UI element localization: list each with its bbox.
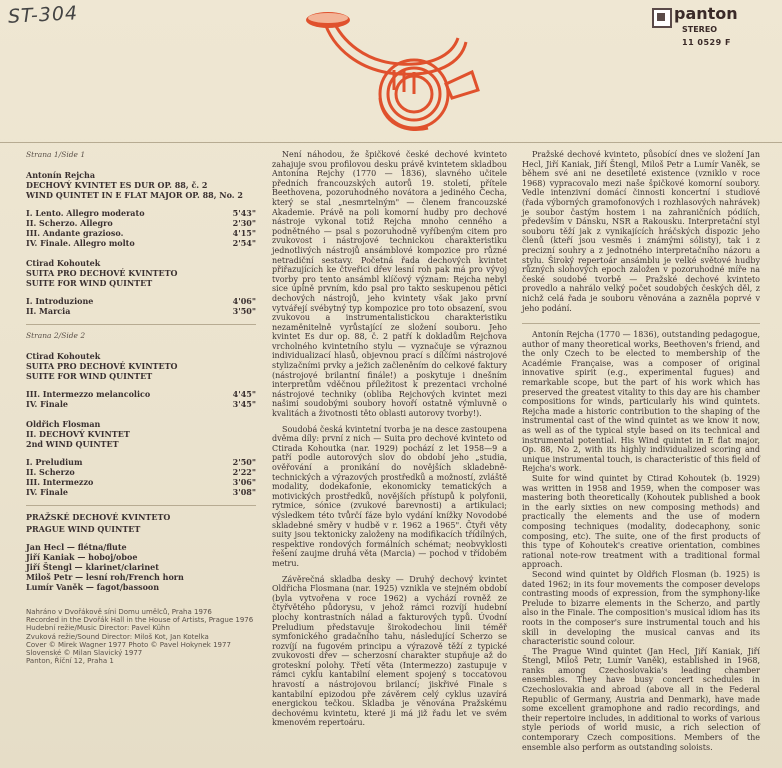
track-row: I. Lento. Allegro moderato 5'43": [26, 208, 256, 218]
tracklist-column: [26, 150, 256, 665]
liner-paragraph: Není náhodou, že špičkové české dechové kvinteto zahajuje svou profilovou desku právě kvintetem skladbou Antonína Rejchy (1770 — 1836), slavného učitele předních francouzských autorů 19. století, přítele Beethovena, pozoruhodného novátora a jediného Čecha, který se stal „nesmrtelným" — členem francouzské Akademie. Právě na poli komorní hudby pro dechové nástroje vykonal totiž Rejcha mnoho cenného a podnětného — psal s pozoruhodně vyříbeným citem pro zvukovost i nástrojové technickou charakteristiku jednotlivých nástrojů ansámblové kompozice pro různé netradiční sestavy. Početná řada dechových kvintet přiřazujících ke čtveřici dřev lesní roh pak má pro vývoj tvorby pro tento ansámbl klíčový význam: Rejcha nebyl sice úplně prvním, kdo psal pro takto seskupenou pětici dechových nástrojů, jeho kvintety však jako první vytvářejí svébytný typ kompozice pro toto obsazení, svou zvukovou a instrumentalistickou charakteristiku nezaměnitelně vyrůstající ze složení souboru. Jeho kvintet Es dur op. 88, č. 2 patří k dokladům Rejchova vrcholného kvintetního stylu — vyznačuje se výraznou individualizací hlasů, objevnou prací s dílčími nástrojové stylizačními prvky a ježich začleněním do celkové faktury (nástrojové brilantní finále!) a poskytuje i dnešním interpretům vděčnou příležitost k prezentaci vrcholné nástrojové techniky (obliba Rejchových kvintet mezi našimi soudobými soubory hovoří ostatně výmluvně o kvalitách a životnosti těto oblasti autorovy tvorby!).: [272, 150, 507, 419]
liner-paragraph-en: Second wind quintet by Oldřich Flosman (b. 1925) is dated 1962; in its four movements the composer develops contrasting moods of expression, from the symphony-like Prelude to bizarre elements in the Scherzo, and partly also in the Finale. The composition's musical idiom has its roots in the composer's sure instrumental touch and his skill in developing the musical canvas and its characteristic sound colour.: [522, 569, 760, 647]
work-title-en: SUITE FOR WIND QUINTET: [26, 278, 153, 288]
ensemble-name-en: PRAGUE WIND QUINTET: [26, 524, 141, 534]
ensemble-name-cz: PRAŽSKÉ DECHOVÉ KVINTETO: [26, 512, 171, 522]
work-title-en: SUITE FOR WIND QUINTET: [26, 371, 153, 381]
liner-paragraph-en: Suite for wind quintet by Ctirad Kohoutek (b. 1929) was written in 1958 and 1959, when the composer was mastering both theoretically (Kohoutek published a book in the early sixties on new composing methods) and practically the elements and the use of modern composing techniques (modality, dodecaphony, sonic composing, etc). The suite, one of the first products of this type of Kohoutek's creative orientation, combines rational note-row treatment with a traditional formal approach.: [522, 474, 760, 570]
top-divider: [0, 142, 782, 143]
work-title-cz: SUITA PRO DECHOVÉ KVINTETO: [26, 361, 178, 371]
ensemble-player: Lumír Vaněk — fagot/bassoon: [26, 582, 160, 592]
work-title-en: WIND QUINTET IN E FLAT MAJOR OP. 88, No. 2: [26, 190, 243, 200]
recording-credits: [26, 608, 256, 665]
track-row: III. Intermezzo 3'06": [26, 477, 256, 487]
composer-rejcha: Antonín Rejcha: [26, 170, 96, 180]
stereo-mark: STEREO: [682, 25, 718, 34]
track-row: IV. Finale 3'08": [26, 487, 256, 497]
credit-line: Hudební režie/Music Director: Pavel Kühn: [26, 624, 170, 633]
credit-line: Panton, Říční 12, Praha 1: [26, 657, 114, 666]
ensemble-player: Jan Hecl — flétna/flute: [26, 542, 127, 552]
credit-line: Slovenské © Milan Slavický 1977: [26, 649, 143, 658]
liner-paragraph-en: The Prague Wind quintet (Jan Hecl, Jiří Kaniak, Jiří Štengl, Miloš Petr, Lumír Vaněk), established in 1968, ranks among Czechoslovakia's leading chamber ensembles. They have busy concert schedules in Czechoslovakia and abroad (above all in the Federal Republic of Germany, Austria and Denmark), have made some excellent gramophone and radio recordings, and their repertoire includes, in additional to works of various style periods of world music, a rich selection of contemporary Czech compositions. Members of the ensemble also perform as outstanding soloists.: [522, 646, 760, 752]
liner-paragraph: Soudobá česká kvintetní tvorba je na desce zastoupena dvěma díly: první z nich — Suita pro dechové kvinteto od Ctirada Kohoutka (nar. 1929) pochází z let 1958—9 a patří podle autorových slov do období jeho „studia, ověřování a pronikání do novějších skladebně-technických a výrazových prostředků a možností, zvláště modality, dodekafonie, ekonomicky tematických a motivických prostředků, novějších přístupů k polyfonii, rytmice, sónice (zvukové barevnosti) a artikulaci; výsledkem této tvůrčí fáze bylo vydání knížky Novodobé skladebné směry v hudbě v r. 1962 a 1965". Čtyři věty suity jsou tektonicky založeny na modifikacích třídílných, respektive rondových formálních schémat; neobvyklosti řešení zaujme druhá věta (Marcia) — pochod v třídobém metru.: [272, 424, 507, 568]
ensemble-player: Miloš Petr — lesní roh/French horn: [26, 572, 184, 582]
liner-paragraph: Závěrečná skladba desky — Druhý dechový kvintet Oldřicha Flosmana (nar. 1925) vznikla ve stejném období (byla vytvořena v roce 1962) a vychází rovněž ze čtyřvětého půdorysu, v jehož rámci rozvíjí hudební plochy kontrastních nálad a fakturových typů. Úvodní Preludium představuje širokodechou linii téměř symfonického gradačního tahu, následující Scherzo se rozvíjí na fugovém principu a výrazově těží z typické zvukovosti dřev — scherzosní charakter stupňuje až do groteskní polohy. Třetí věta (Intermezzo) zastupuje v rámci cyklu kantabilní element spojený s toccatovou hravostí a nástrojovou brilancí; jiskřivé Finale s kantabilní epizodou pře závěrem celý cyklus uzavírá energickou tečkou. Skladba je věnována Pražskému dechovému kvintetu, které ji má již řadu let ve svém kmenovém repertoáru.: [272, 574, 507, 728]
composer-kohoutek: Ctirad Kohoutek: [26, 258, 101, 268]
track-row: IV. Finale. Allegro molto 2'54": [26, 238, 256, 248]
composer-flosman: Oldřich Flosman: [26, 419, 101, 429]
work-title-cz: II. DECHOVÝ KVINTET: [26, 429, 130, 439]
ensemble-player: Jiří Kaniak — hoboj/oboe: [26, 552, 138, 562]
track-row: IV. Finale 3'45": [26, 399, 256, 409]
handwritten-catalog-code: ST-304: [7, 2, 79, 28]
liner-notes-czech: [272, 150, 507, 728]
credit-line: Nahráno v Dvořákově síni Domu umělců, Praha 1976: [26, 608, 212, 616]
liner-paragraph-en: Antonín Rejcha (1770 — 1836), outstanding pedagogue, author of many theoretical works, Beethoven's friend, and the only Czech to be elected to membership of the Académie Française, was a composer of original innovative spirit (e.g., experimental fugues) and remarkable scope, but the part of his work which has preserved the greatest vitality to this day are his chamber compositions for winds, particularly his wind quintets. Rejcha made a historic contribution to the shaping of the instrumental cast of the wind quintet as we know it now, as well as of the typical style based on its technical and instrumental potential. His Wind quintet in E flat major, Op. 88, No 2, with its highly individualized scoring and unique instrumental touch, is characteristic of this field of Rejcha's work.: [522, 330, 760, 474]
side1-label: Strana 1/Side 1: [26, 150, 86, 159]
credit-line: Cover © Mirek Wagner 1977 Photo © Pavel Hokynek 1977: [26, 640, 231, 649]
panton-logo-icon: [652, 8, 672, 28]
work-title-cz: SUITA PRO DECHOVÉ KVINTETO: [26, 268, 178, 278]
work-title-cz: DECHOVÝ KVINTET ES DUR OP. 88, č. 2: [26, 180, 208, 190]
track-row: II. Scherzo. Allegro 2'30": [26, 218, 256, 228]
ensemble-player: Jiří Štengl — klarinet/clarinet: [26, 562, 159, 572]
french-horn-illustration: [296, 2, 486, 140]
track-row: II. Scherzo 2'22": [26, 467, 256, 477]
track-row: I. Introduzione 4'06": [26, 296, 256, 306]
track-row: III. Andante grazioso. 4'15": [26, 228, 256, 238]
liner-notes-ensemble-english: [522, 150, 760, 752]
side2-label: Strana 2/Side 2: [26, 331, 86, 340]
label-brand: panton: [674, 4, 738, 23]
credit-line: Zvuková režie/Sound Director: Miloš Kot, Jan Kotelka: [26, 632, 209, 641]
composer-kohoutek: Ctirad Kohoutek: [26, 351, 101, 361]
ensemble-divider: [26, 505, 256, 506]
english-notes: [522, 323, 760, 752]
track-row: II. Marcia 3'50": [26, 306, 256, 316]
work-title-en: 2nd WIND QUINTET: [26, 439, 119, 449]
track-row: III. Intermezzo melancolico 4'45": [26, 389, 256, 399]
side-divider: [26, 324, 256, 325]
catalog-number: 11 0529 F: [682, 38, 731, 47]
liner-paragraph: Pražské dechové kvinteto, působící dnes ve složení Jan Hecl, Jiří Kaniak, Jiří Štengl, Miloš Petr a Lumír Vaněk, se během své ani ne desetileté existence (vzniklo v roce 1968) vypracovalo mezi naše špičkové komorní soubory. Vedle intenzivní domácí činnosti koncertní i studiové (řada výborných gramofonových i rozhlasových nahrávek) je soubor častým hostem i na zahraničních pódiích, především v Dánsku, NSR a Rakousku. Interpretační styl souboru těží jak z vynikajících hráčských dispozic jeho členů (kteří jsou vesměs i známými sólisty), tak i z precizní souhry a z jednotného interpretačního názoru a stylu. Široký repertoár ansámblu je velké světové hudby různých slohových epoch založen v pozoruhodné míře na české soudobé tvorbě — Pražské dechové kvinteto provedlo a nahrálo velký počet soudobých českých děl, z nichž celá řada je souboru věnována a zazněla poprvé v jeho podání.: [522, 150, 760, 313]
track-row: I. Preludium 2'50": [26, 457, 256, 467]
credit-line: Recorded in the Dvořák Hall in the House of Artists, Prague 1976: [26, 616, 254, 625]
